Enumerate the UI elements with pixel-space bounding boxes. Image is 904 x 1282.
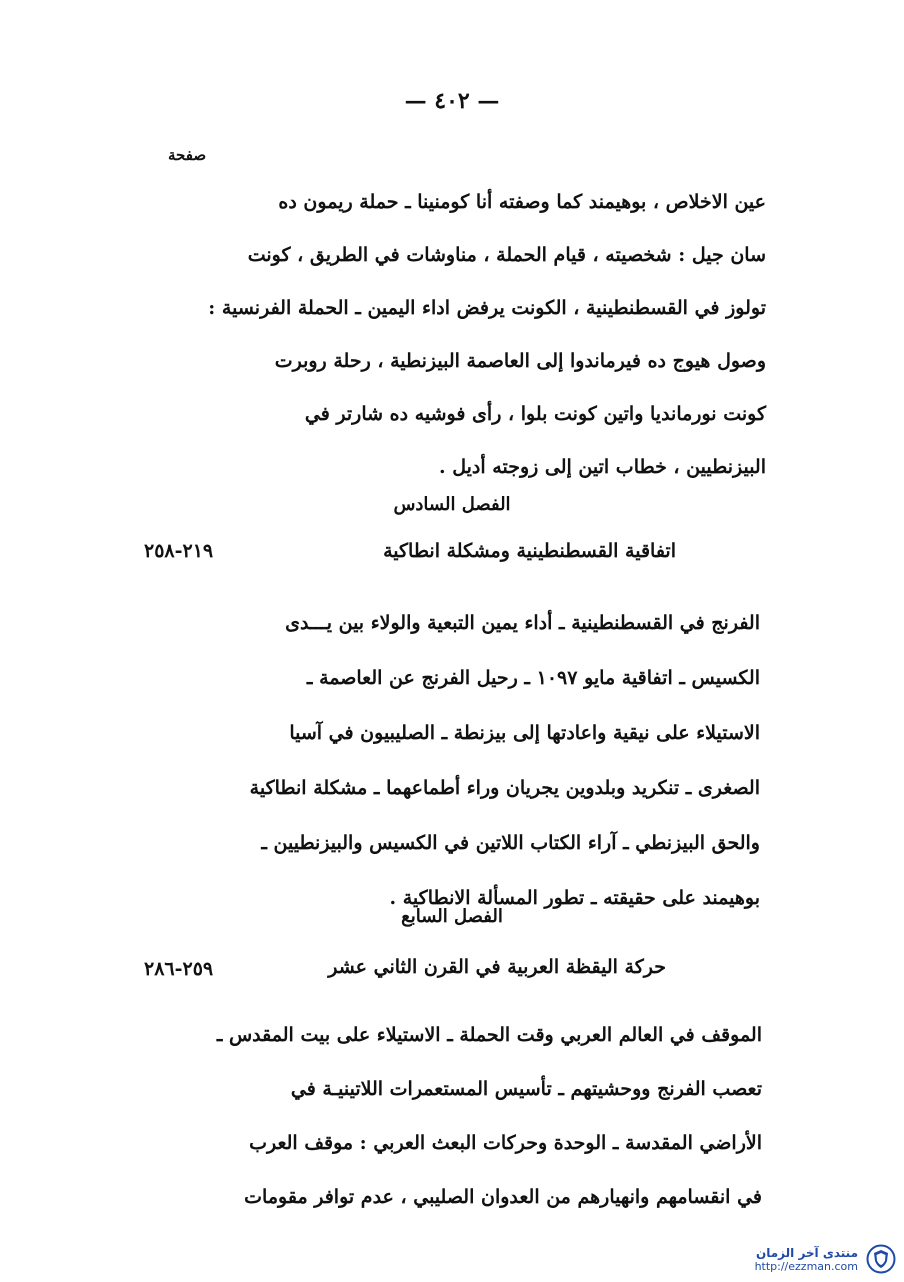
- paragraph-line: في انقسامهم وانهيارهم من العدوان الصليبي ، عدم توافر مقومات: [244, 1186, 762, 1208]
- paragraph-line: وصول هيوج ده فيرماندوا إلى العاصمة البيزنطية ، رحلة روبرت: [274, 350, 766, 372]
- paragraph-line: بوهيمند على حقيقته ـ تطور المسألة الانطاكية .: [389, 887, 760, 909]
- paragraph-line: الأراضي المقدسة ـ الوحدة وحركات البعث العربي : موقف العرب: [249, 1132, 762, 1154]
- intro-paragraph: [208, 176, 766, 494]
- column-label: صفحة: [168, 146, 207, 164]
- chapter-7-heading: الفصل السابع: [401, 906, 503, 927]
- paragraph-line: سان جيل : شخصيته ، قيام الحملة ، مناوشات في الطريق ، كونت: [247, 244, 766, 266]
- paragraph-line: الاستيلاء على نيقية واعادتها إلى بيزنطة ـ الصليبيون في آسيا: [289, 722, 760, 744]
- paragraph-line: الموقف في العالم العربي وقت الحملة ـ الاستيلاء على بيت المقدس ـ: [216, 1024, 762, 1046]
- paragraph-line: كونت نورمانديا واتين كونت بلوا ، رأى فوشيه ده شارتر في: [304, 403, 766, 425]
- chapter-6-heading: الفصل السادس: [393, 494, 511, 515]
- paragraph-line: تولوز في القسطنطينية ، الكونت يرفض اداء اليمين ـ الحملة الفرنسية :: [208, 297, 766, 319]
- chapter-6-summary: [228, 596, 760, 926]
- paragraph-line: عين الاخلاص ، بوهيمند كما وصفته أنا كومنينا ـ حملة ريمون ده: [278, 191, 766, 213]
- chapter-6-page-range: ٢١٩-٢٥٨: [144, 540, 214, 562]
- paragraph-line: البيزنطيين ، خطاب اتين إلى زوجته أديل .: [439, 456, 766, 478]
- paragraph-line: والحق البيزنطي ـ آراء الكتاب اللاتين في الكسيس والبيزنطيين ـ: [261, 832, 760, 854]
- watermark-title: منتدى آخر الزمان: [756, 1245, 858, 1260]
- page-number: — ٤٠٢ —: [404, 88, 500, 114]
- paragraph-line: الفرنج في القسطنطينية ـ أداء يمين التبعية والولاء بين يـــدى: [285, 612, 760, 634]
- chapter-7-summary: [212, 1008, 762, 1224]
- paragraph-line: تعصب الفرنج ووحشيتهم ـ تأسيس المستعمرات اللاتينيـة في: [290, 1078, 762, 1100]
- paragraph-line: الكسيس ـ اتفاقية مايو ١٠٩٧ ـ رحيل الفرنج عن العاصمة ـ: [306, 667, 760, 689]
- chapter-6-title: اتفاقية القسطنطينية ومشكلة انطاكية: [383, 540, 676, 562]
- forum-watermark[interactable]: [755, 1244, 896, 1274]
- watermark-url[interactable]: http://ezzman.com: [754, 1259, 858, 1273]
- shield-logo-icon: [866, 1244, 896, 1274]
- chapter-7-title: حركة اليقظة العربية في القرن الثاني عشر: [328, 956, 666, 978]
- paragraph-line: الصغرى ـ تنكريد وبلدوين يجريان وراء أطماعهما ـ مشكلة انطاكية: [249, 777, 760, 799]
- chapter-7-page-range: ٢٥٩-٢٨٦: [144, 958, 214, 980]
